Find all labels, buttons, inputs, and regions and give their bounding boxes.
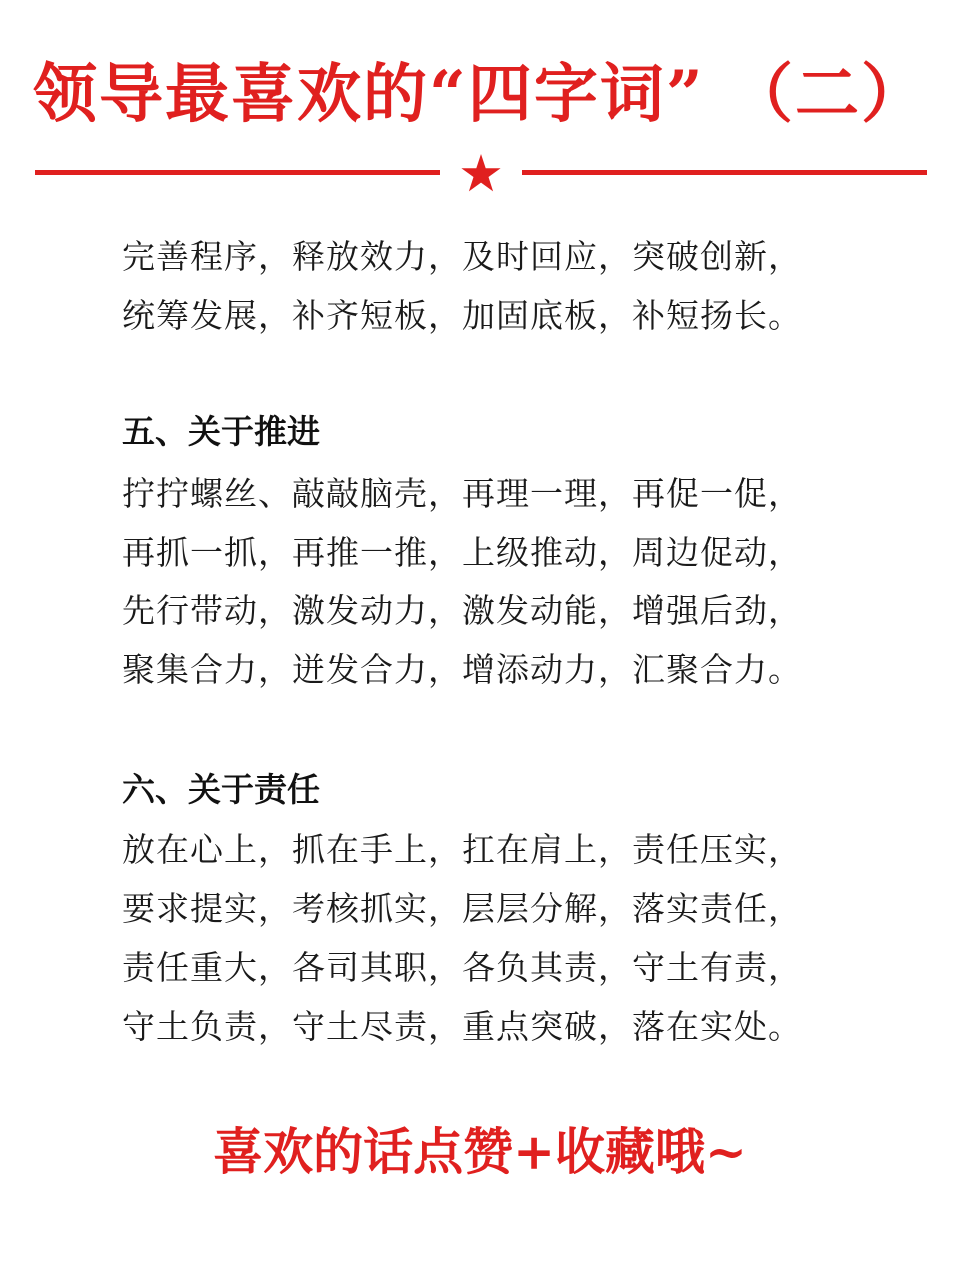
divider-line-left: [35, 170, 440, 175]
section6-line-1: 放在心上，抓在手上，扛在肩上，责任压实，: [122, 830, 802, 869]
star-icon: [461, 154, 501, 192]
section6-line-2: 要求提实，考核抓实，层层分解，落实责任，: [122, 889, 802, 928]
section5-line-1: 拧拧螺丝、敲敲脑壳，再理一理，再促一促，: [122, 474, 802, 513]
footer-call-to-action: 喜欢的话点赞+收藏哦~: [213, 1122, 747, 1181]
section5-line-3: 先行带动，激发动力，激发动能，增强后劲，: [122, 591, 802, 630]
section-heading-5: 五、关于推进: [122, 412, 320, 451]
intro-line-1: 完善程序，释放效力，及时回应，突破创新，: [122, 237, 802, 276]
intro-line-2: 统筹发展，补齐短板，加固底板，补短扬长。: [122, 296, 802, 335]
page-title: 领导最喜欢的“四字词” （二）: [33, 57, 927, 132]
section6-line-4: 守土负责，守土尽责，重点突破，落在实处。: [122, 1007, 802, 1046]
section5-line-2: 再抓一抓，再推一推，上级推动，周边促动，: [122, 533, 802, 572]
section6-line-3: 责任重大，各司其职，各负其责，守土有责，: [122, 948, 802, 987]
section-heading-6: 六、关于责任: [122, 770, 320, 809]
divider-line-right: [522, 170, 927, 175]
title-divider: [0, 150, 960, 200]
section5-line-4: 聚集合力，迸发合力，增添动力，汇聚合力。: [122, 650, 802, 689]
